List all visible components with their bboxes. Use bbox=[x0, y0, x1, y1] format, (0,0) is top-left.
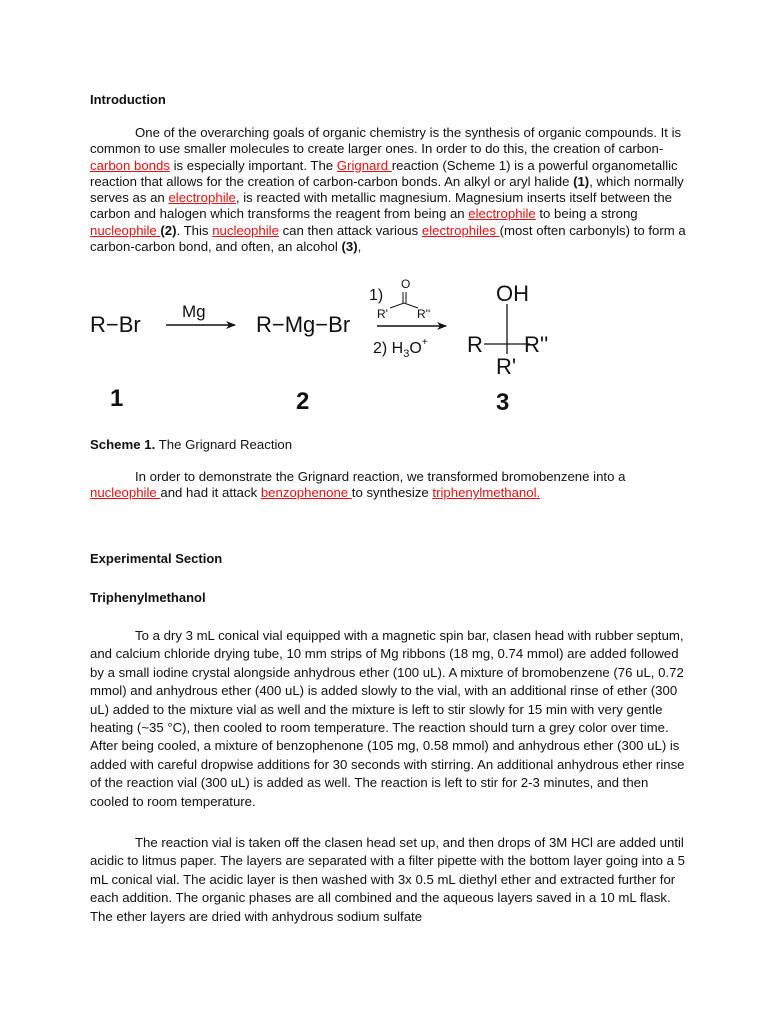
inline-hyperlink[interactable]: nucleophile bbox=[212, 222, 279, 238]
scheme-caption bbox=[90, 437, 292, 452]
triphenylmethanol-heading: Triphenylmethanol bbox=[90, 590, 206, 605]
bold-compound-reference: (1) bbox=[573, 173, 590, 189]
step-1-label: 1) bbox=[369, 287, 384, 304]
text-run: reaction (Scheme 1) is a powerful organometallic reaction that allows for the creation of carbon-carbon bonds. An alkyl or aryl halide bbox=[90, 157, 678, 189]
scheme-caption-label: Scheme 1. bbox=[90, 437, 156, 452]
introduction-paragraph bbox=[90, 125, 690, 255]
ketone-oxygen: O bbox=[401, 277, 411, 291]
scheme-caption-text: The Grignard Reaction bbox=[155, 437, 293, 452]
bold-compound-reference: (2) bbox=[160, 222, 177, 238]
text-run: , which normally serves as an bbox=[90, 173, 684, 206]
experimental-section-heading: Experimental Section bbox=[90, 551, 223, 566]
text-run: to being a strong bbox=[535, 206, 638, 222]
inline-hyperlink[interactable]: carbon bonds bbox=[90, 157, 170, 173]
text-run: , is reacted with metallic magnesium. Magnesium inserts itself between the carbon and halogen which transforms the reagent from being an bbox=[90, 190, 672, 222]
demonstration-paragraph bbox=[90, 469, 690, 502]
bold-compound-reference: (3) bbox=[341, 239, 358, 255]
procedure-paragraph-1: To a dry 3 mL conical vial equipped with a magnetic spin bar, clasen head with rubber septum, and calcium chloride drying tube, 10 mm strips of Mg ribbons (18 mg, 0.74 mmol) are added followed by a small iodine crystal alongside anhydrous ether (100 uL). A mixture of bromobenzene (76 uL, 0.72 mmol) and anhydrous ether (400 uL) is added slowly to the vial, with an additional rinse of ether (300 uL) added to the mixture vial as well and the mixture is left to stir slowly for 15 min with very gentle heating (~35 °C), then cooled to room temperature. The reaction should turn a grey color over time. After being cooled, a mixture of benzophenone (105 mg, 0.58 mmol) and anhydrous ether (300 uL) is added with careful dropwise additions for 30 seconds with stirring. An additional anhydrous ether rinse of the reaction vial (300 uL) is added as well. The reaction is left to stir for 2-3 minutes, and then cooled to room temperature. bbox=[90, 628, 685, 809]
grignard-reagent-label: R−Mg−Br bbox=[256, 312, 351, 337]
text-run: can then attack various bbox=[278, 222, 422, 238]
text-run: and had it attack bbox=[160, 485, 261, 501]
compound-number-3: 3 bbox=[496, 389, 510, 416]
text-run: One of the overarching goals of organic chemistry is the synthesis of organic compounds. It is common to use smaller molecules to create larger ones. In order to do this, the creation of carbon- bbox=[90, 125, 682, 157]
compound-number-2: 2 bbox=[296, 388, 310, 415]
magnesium-reagent-label: Mg bbox=[182, 302, 206, 321]
ketone-skeleton bbox=[390, 303, 418, 308]
inline-hyperlink[interactable]: triphenylmethanol. bbox=[432, 485, 541, 501]
ketone-r-prime: R' bbox=[377, 307, 388, 321]
inline-hyperlink[interactable]: electrophile bbox=[468, 206, 536, 222]
text-run: to synthesize bbox=[351, 485, 433, 501]
procedure-paragraph-2: The reaction vial is taken off the clasen head set up, and then drops of 3M HCl are added until acidic to litmus paper. The layers are separated with a filter pipette with the bottom layer going into a 5 mL conical vial. The acidic layer is then washed with 3x 0.5 mL diethyl ether and extracted further for each addition. The organic phases are all combined and the aqueous layers saved in a 10 mL flask. The ether layers are dried with anhydrous sodium sulfate bbox=[90, 835, 685, 924]
inline-hyperlink[interactable]: electrophiles bbox=[421, 222, 500, 238]
text-run: is especially important. The bbox=[169, 157, 337, 173]
text-run: . This bbox=[176, 222, 213, 238]
inline-hyperlink[interactable]: benzophenone bbox=[260, 485, 352, 501]
grignard-scheme bbox=[90, 270, 690, 420]
text-run: , bbox=[357, 239, 362, 255]
product-r-prime-label: R' bbox=[496, 354, 517, 379]
hydroxyl-group-label: OH bbox=[496, 281, 529, 306]
alkyl-halide-label: R−Br bbox=[90, 312, 141, 337]
inline-hyperlink[interactable]: Grignard bbox=[336, 157, 392, 173]
ketone-r-double-prime: R'' bbox=[417, 307, 431, 321]
text-run: In order to demonstrate the Grignard reaction, we transformed bromobenzene into a bbox=[135, 469, 626, 484]
introduction-heading: Introduction bbox=[90, 92, 166, 107]
product-r-label: R bbox=[467, 332, 483, 357]
inline-hyperlink[interactable]: electrophile bbox=[168, 190, 236, 206]
scheme-drawing bbox=[90, 270, 690, 420]
step-2-label: 2) $H_3O^+$ bbox=[373, 337, 428, 360]
product-r-double-prime-label: R'' bbox=[524, 332, 549, 357]
compound-number-1: 1 bbox=[110, 385, 124, 412]
text-run: (most often carbonyls) to form a carbon-carbon bond, and often, an alcohol bbox=[90, 222, 686, 255]
inline-hyperlink[interactable]: nucleophile bbox=[90, 222, 161, 238]
inline-hyperlink[interactable]: nucleophile bbox=[90, 485, 161, 501]
